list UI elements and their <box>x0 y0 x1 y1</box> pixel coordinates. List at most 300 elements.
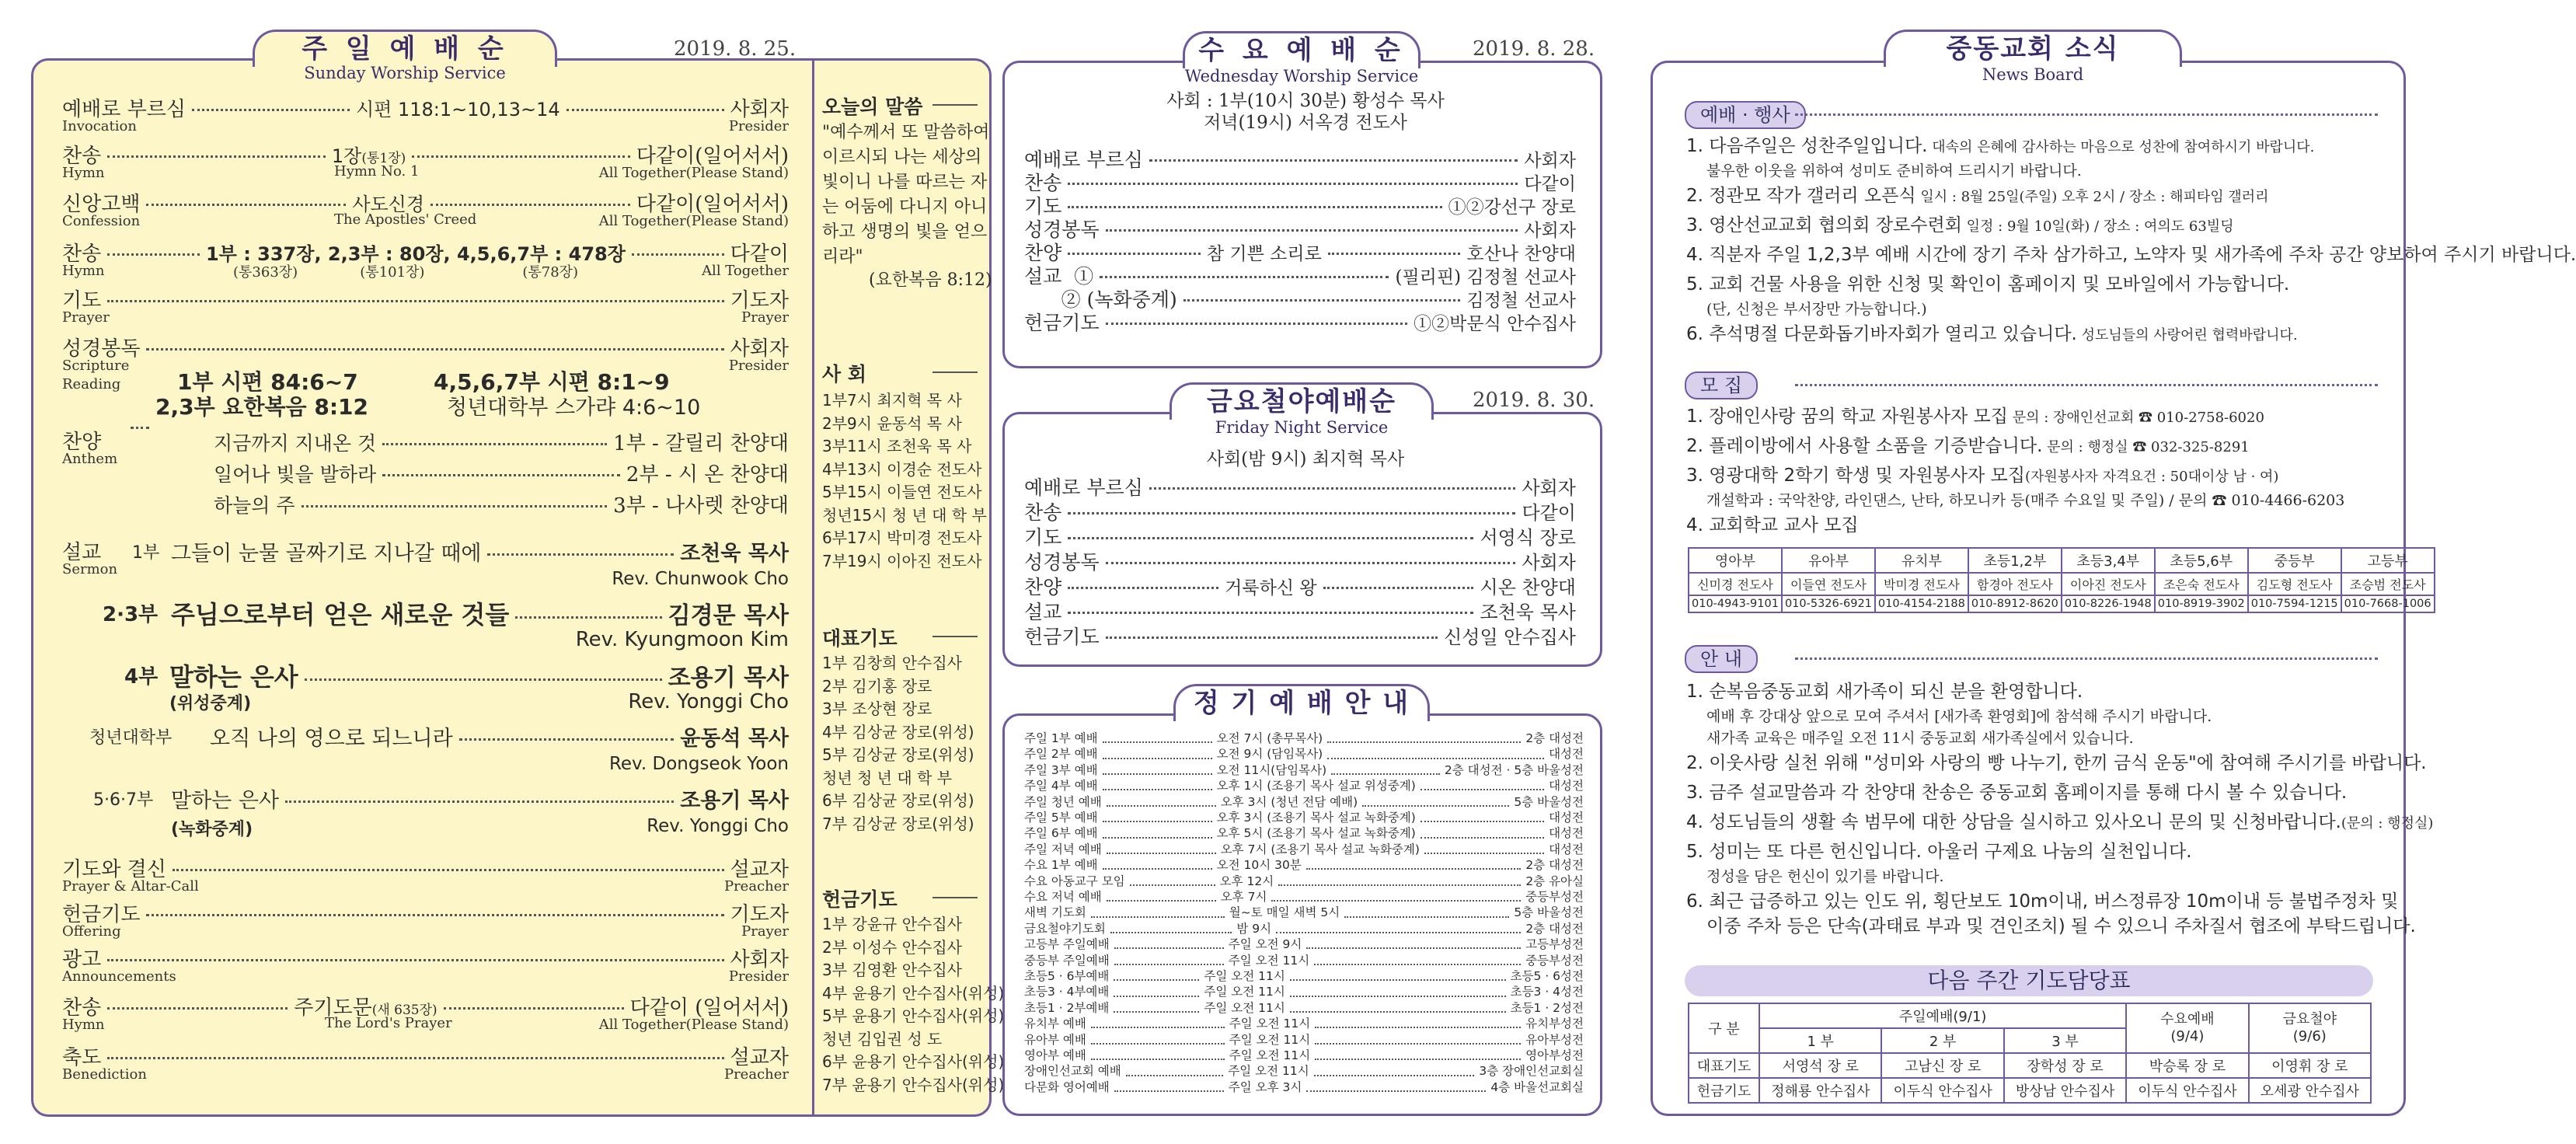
sermon-part: 4부 <box>124 665 159 689</box>
news-detail: 예배 후 강대상 앞으로 모여 주셔서 [새가족 환영회]에 참석해 주시기 바랍니다. <box>1706 708 2212 725</box>
dot-leader <box>1314 1060 1475 1076</box>
sermon-sub: (녹화중계) <box>171 820 253 839</box>
news-main: 1. 순복음중동교회 새가족이 되신 분을 환영합니다. <box>1686 682 2083 702</box>
dot-leader <box>1114 981 1199 996</box>
item-leader: 조천욱 목사 <box>1480 602 1576 623</box>
dot-leader <box>1107 791 1216 807</box>
dot-leader <box>1323 587 1474 589</box>
friday-title-tab <box>1169 382 1434 420</box>
dot-leader <box>146 204 346 206</box>
teacher-phone: 010-7594-1215 <box>2248 595 2341 612</box>
sermon-speaker: 조용기 목사 <box>680 789 789 813</box>
item-label: 찬양 <box>1024 242 1062 264</box>
prayer-line: 3부 조상현 장로 <box>822 699 932 718</box>
item-label: 찬양 <box>1024 576 1062 598</box>
dot-leader <box>107 959 723 961</box>
news-detail: 일시 : 8월 25일(주일) 오후 2시 / 장소 : 해피타임 갤러리 <box>1915 189 2269 205</box>
schedule-time: 오후 3시 (조용기 목사 설교 녹화중계) <box>1216 811 1416 825</box>
wednesday-title: 수 요 예 배 순 <box>1198 35 1405 66</box>
schedule-time: 주일 오전 11시 <box>1229 1048 1311 1062</box>
item-label-en: Announcements <box>62 968 176 985</box>
pray-head-line: (9/6) <box>2292 1028 2327 1045</box>
dot-leader <box>1149 487 1516 490</box>
dot-leader <box>412 155 630 158</box>
dot-leader <box>1106 562 1516 564</box>
item-label-en: Invocation <box>62 118 137 134</box>
dot-leader <box>1068 587 1218 589</box>
anthem-label: 찬양 <box>62 431 102 454</box>
schedule-place: 초등1 · 2성전 <box>1510 1000 1584 1015</box>
sermon-part: 1부 <box>132 543 160 563</box>
dot-leader <box>1091 1045 1225 1060</box>
item-leader: 사회자 <box>730 98 789 121</box>
dot-leader <box>1100 276 1389 278</box>
pray-table-title: 다음 주간 기도담당표 <box>1685 965 2373 996</box>
item-content: 참 기쁜 소리로 <box>1206 244 1322 264</box>
item-leader: 김정철 선교사 <box>1466 291 1576 311</box>
dot-leader <box>285 800 674 803</box>
schedule-title-tab <box>1173 684 1430 721</box>
item-leader: 다같이 <box>730 242 789 266</box>
offer-title: 헌금기도 <box>822 888 898 911</box>
item-label: 찬송 <box>1024 501 1062 524</box>
word-line: 리라" <box>822 247 863 267</box>
pray-head: 1 부 <box>1759 1028 1881 1053</box>
dot-leader <box>459 738 675 741</box>
schedule-time: 오후 1시 (조용기 목사 설교 위성중계) <box>1216 779 1416 793</box>
schedule-place: 2층 대성전 <box>1525 858 1584 873</box>
item-leader-en: Presider <box>728 358 789 374</box>
schedule-time: 주일 오전 11시 <box>1228 1064 1309 1079</box>
news-item <box>1686 839 2192 864</box>
schedule-place: 2층 유아실 <box>1525 874 1584 888</box>
schedule-name: 새벽 기도회 <box>1024 905 1086 920</box>
dot-leader <box>1315 1029 1521 1045</box>
dot-leader <box>1107 886 1216 902</box>
dot-leader <box>1110 918 1232 933</box>
sermon-row <box>169 657 789 693</box>
item-label-en: Confession <box>62 213 141 229</box>
schedule-place: 중등부성전 <box>1525 953 1584 968</box>
schedule-place: 초등5 · 6성전 <box>1510 969 1584 983</box>
anthem-lead <box>124 431 155 434</box>
item-leader: ①②박문식 안수집사 <box>1413 314 1576 334</box>
schedule-name: 초등5 · 6부예배 <box>1024 969 1110 983</box>
schedule-place: 3층 장애인선교회실 <box>1479 1064 1584 1079</box>
pray-head: 주일예배(9/1) <box>1759 1003 2126 1028</box>
dot-leader <box>1344 902 1509 917</box>
item-leader: 사회자 <box>730 337 789 361</box>
news-main: 4. 교회학교 교사 모집 <box>1686 515 1859 535</box>
anthem-label-en: Anthem <box>62 451 118 467</box>
word-line: 는 어둠에 다니지 아니 <box>822 197 988 217</box>
dot-leader <box>1271 886 1521 902</box>
item-content-en: The Apostles' Creed <box>334 211 477 228</box>
host-line: 4부13시 이경순 전도사 <box>822 459 982 479</box>
dot-leader <box>1114 933 1224 949</box>
schedule-name: 주일 2부 예배 <box>1024 747 1098 762</box>
section-rule <box>1795 384 2378 386</box>
pray-head: 구 분 <box>1689 1003 1759 1053</box>
news-item <box>1686 272 2289 297</box>
teacher-name: 이들연 전도사 <box>1782 573 1875 595</box>
item-content: 시편 118:1~10,13~14 <box>355 99 560 120</box>
schedule-time: 주일 오전 11시 <box>1204 969 1285 983</box>
dot-leader <box>107 1057 723 1059</box>
schedule-name: 수요 1부 예배 <box>1024 858 1098 873</box>
dot-leader <box>1091 1029 1225 1045</box>
sermon-part: 2·3부 <box>103 603 159 626</box>
news-main: 6. 최근 급증하고 있는 인도 위, 횡단보도 10m이내, 버스정류장 10m이내 등 불법주정차 및 <box>1686 891 2399 912</box>
title-rule <box>932 104 978 106</box>
friday-item <box>1024 473 1576 500</box>
pray-head: 2 부 <box>1881 1028 2003 1053</box>
news-item <box>1686 780 2347 805</box>
sermon-title: 주님으로부터 얻은 새로운 것들 <box>171 600 510 630</box>
dot-leader <box>1306 1076 1486 1092</box>
news-main: 1. 장애인사랑 꿈의 학교 자원봉사자 모집 <box>1686 406 2008 427</box>
schedule-place: 대성전 <box>1549 779 1584 793</box>
word-title: 오늘의 말씀 <box>822 96 923 118</box>
teacher-name: 박미경 전도사 <box>1875 573 1968 595</box>
schedule-time: 주일 오전 9시 <box>1228 937 1302 952</box>
anthem-choir: 1부 - 갈릴리 찬양대 <box>613 432 789 455</box>
schedule-time: 주일 오전 11시 <box>1204 985 1285 999</box>
schedule-place: 초등3 · 4성전 <box>1510 985 1584 999</box>
dot-leader <box>487 553 674 556</box>
item-leader: 다같이 (일어서서) <box>629 996 790 1020</box>
dot-leader <box>430 204 630 206</box>
dot-leader <box>107 300 723 302</box>
dot-leader <box>305 678 662 681</box>
dot-leader <box>1315 1045 1521 1060</box>
schedule-name: 주일 1부 예배 <box>1024 731 1098 745</box>
host-line: 청년15시 청 년 대 학 부 <box>822 505 987 525</box>
schedule-row <box>1024 1079 1584 1095</box>
news-item <box>1686 513 1859 538</box>
teacher-phone: 010-4943-9101 <box>1689 595 1782 612</box>
schedule-time: 오후 12시 <box>1219 874 1274 888</box>
dot-leader <box>1290 965 1506 981</box>
teacher-name: 이아진 전도사 <box>2062 573 2155 595</box>
table-row <box>1689 548 2435 573</box>
item-label: 신앙고백 <box>62 193 141 216</box>
title-rule <box>932 371 978 373</box>
teacher-dept: 초등5,6부 <box>2155 548 2248 573</box>
friday-item <box>1024 622 1576 650</box>
word-line: 이르시되 나는 세상의 <box>822 148 982 167</box>
word-line: 하고 생명의 빛을 얻으 <box>822 222 988 242</box>
anthem-row <box>214 459 789 487</box>
news-main: 3. 영산선교교회 협의회 장로수련회 <box>1686 215 1962 235</box>
teacher-phone: 010-7668-1006 <box>2341 595 2435 612</box>
schedule-name: 유아부 예배 <box>1024 1032 1086 1047</box>
item-leader: (필리핀) 김정철 선교사 <box>1395 267 1576 288</box>
sermon-title: 오직 나의 영으로 되느니라 <box>210 727 453 751</box>
wednesday-leader-2: 저녁(19시) 서옥경 전도사 <box>1204 113 1407 133</box>
item-label-en: Scripture <box>62 358 130 374</box>
schedule-time: 주일 오전 11시 <box>1228 953 1310 968</box>
schedule-time: 오전 10시 30분 <box>1216 858 1302 873</box>
pray-cell: 방상남 안수집사 <box>2004 1078 2126 1103</box>
dot-leader <box>1420 775 1544 790</box>
schedule-name: 중등부 주일예배 <box>1024 953 1110 968</box>
table-row <box>1689 1003 2371 1028</box>
item-label: 찬송 <box>62 996 102 1020</box>
dot-leader <box>1103 807 1212 822</box>
dot-leader <box>1424 839 1544 854</box>
friday-item <box>1024 497 1576 525</box>
teacher-dept: 초등3,4부 <box>2062 548 2155 573</box>
item-leader: 사회자 <box>1522 477 1576 499</box>
dot-leader <box>1314 950 1521 965</box>
pray-cell: 오세광 안수집사 <box>2249 1078 2371 1103</box>
wednesday-item <box>1024 308 1576 336</box>
reading: 1부 시편 84:6~7 <box>177 369 358 395</box>
sermon-part: 5·6·7부 <box>93 790 154 810</box>
news-main: 이중 주차 등은 단속(과태료 부과 및 견인조치) 될 수 있으니 주차질서 협조에 부탁드립니다. <box>1706 916 2416 936</box>
schedule-time: 주일 오전 11시 <box>1229 1032 1311 1047</box>
pray-head: 3 부 <box>2004 1028 2126 1053</box>
item-leader-en: All Together <box>702 263 789 279</box>
news-item <box>1686 404 2264 431</box>
dot-leader <box>1183 299 1461 302</box>
dot-leader <box>1306 854 1522 870</box>
item-leader: 다같이 <box>1522 502 1576 524</box>
dot-leader <box>1290 981 1506 996</box>
title-rule <box>932 636 978 637</box>
friday-title: 금요철야예배순 <box>1207 386 1396 417</box>
dot-leader <box>146 348 723 351</box>
pray-head-line: (9/4) <box>2170 1028 2205 1045</box>
item-label: 기도와 결신 <box>62 858 166 881</box>
schedule-place: 영아부성전 <box>1525 1048 1584 1062</box>
dot-leader <box>1290 997 1506 1013</box>
schedule-place: 4층 바울선교회실 <box>1490 1079 1584 1094</box>
dot-leader <box>1091 1013 1225 1028</box>
pray-cell: 이두식 안수집사 <box>2126 1078 2248 1103</box>
pray-cell: 정해룡 안수집사 <box>1759 1078 1881 1103</box>
pray-head-line: 수요예배 <box>2160 1011 2215 1027</box>
schedule-name: 다문화 영어예배 <box>1024 1079 1110 1094</box>
schedule-name: 초등1 · 2부예배 <box>1024 1000 1110 1015</box>
schedule-place: 유치부성전 <box>1525 1017 1584 1031</box>
schedule-name: 영아부 예배 <box>1024 1048 1086 1062</box>
dot-leader <box>107 155 326 158</box>
offer-line: 7부 윤용기 안수집사(위성) <box>822 1075 1005 1094</box>
reading: 4,5,6,7부 시편 8:1~9 <box>434 369 670 395</box>
schedule-time: 주일 오전 11시 <box>1229 1017 1311 1031</box>
schedule-name: 주일 4부 예배 <box>1024 779 1098 793</box>
schedule-place: 중등부성전 <box>1525 890 1584 904</box>
friday-leader: 사회(밤 9시) 최지혁 목사 <box>1206 449 1405 469</box>
dot-leader <box>107 253 200 256</box>
news-main: 5. 성미는 또 다른 헌신입니다. 아울러 구제요 나눔의 실천입니다. <box>1686 842 2192 862</box>
pray-cell: 서영석 장 로 <box>1759 1053 1881 1078</box>
dot-leader <box>1107 839 1216 854</box>
item-content-note: (새 635장) <box>371 1003 437 1018</box>
item-leader: 설교자 <box>730 1046 789 1069</box>
sermon-speaker-en: Rev. Yonggi Cho <box>647 816 789 836</box>
item-label: 예배로 부르심 <box>62 98 186 121</box>
schedule-name: 금요철야기도회 <box>1024 921 1106 936</box>
schedule-row <box>1024 1048 1584 1063</box>
offer-line: 청년 김입권 성 도 <box>822 1029 943 1048</box>
item-content-en: (통363장) (통101장) (통78장) <box>233 264 579 281</box>
schedule-name: 장애인선교회 예배 <box>1024 1064 1121 1079</box>
dot-leader <box>1106 637 1438 639</box>
item-label: 성경봉독 <box>1024 218 1100 241</box>
schedule-place: 5층 바울성전 <box>1514 905 1584 920</box>
dot-leader <box>1114 950 1224 965</box>
news-detail: (자원봉사자 자격요건 : 50대이상 남 · 여) <box>2024 469 2279 485</box>
dot-leader <box>382 474 620 476</box>
dot-leader <box>1068 612 1473 614</box>
sermon-speaker-en: Rev. Dongseok Yoon <box>608 754 789 774</box>
sermon-title: 말하는 은사 <box>169 662 298 692</box>
friday-subtitle: Friday Night Service <box>1215 418 1389 437</box>
item-label-en: Reading <box>62 376 121 392</box>
item-leader-en: Prayer <box>741 309 789 326</box>
item-label-en: Hymn <box>62 1017 105 1033</box>
dot-leader <box>1149 159 1518 162</box>
news-main: 1. 다음주일은 성찬주일입니다. <box>1686 136 1928 156</box>
section-events: 예배 · 행사 <box>1685 101 1806 129</box>
sunday-subtitle: Sunday Worship Service <box>304 64 506 82</box>
news-item <box>1686 183 2269 210</box>
dot-leader <box>1091 902 1225 917</box>
offer-line: 4부 윤용기 안수집사(위성) <box>822 983 1005 1003</box>
sunday-title: 주 일 예 배 순 <box>302 33 508 65</box>
friday-date: 2019. 8. 30. <box>1473 389 1595 412</box>
news-main: 3. 영광대학 2학기 학생 및 자원봉사자 모집 <box>1686 466 2025 486</box>
schedule-place: 대성전 <box>1549 826 1584 841</box>
news-main: 5. 교회 건물 사용을 위한 신청 및 확인이 홈페이지 및 모바일에서 가능합니다. <box>1686 274 2290 295</box>
item-label-en: Prayer & Altar-Call <box>62 878 199 895</box>
item-label: 찬송 <box>1024 172 1062 194</box>
news-item <box>1686 242 2576 267</box>
item-label-en: Benediction <box>62 1066 147 1083</box>
prayer-line: 7부 김상균 장로(위성) <box>822 814 974 833</box>
dot-leader <box>1068 537 1473 539</box>
news-item <box>1686 889 2398 914</box>
dot-leader <box>1327 727 1521 743</box>
pray-cell: 박승록 장 로 <box>2126 1053 2248 1078</box>
teacher-phone: 010-8226-1948 <box>2062 595 2155 612</box>
item-content-en: The Lord's Prayer <box>325 1015 452 1031</box>
teacher-phone: 010-4154-2188 <box>1875 595 1968 612</box>
sermon-title: 그들이 눈물 골짜기로 지나갈 때에 <box>171 542 482 566</box>
dot-leader <box>1103 822 1212 838</box>
teacher-dept: 유치부 <box>1875 548 1968 573</box>
friday-item <box>1024 572 1576 600</box>
schedule-place: 2층 대성전 · 5층 바울성전 <box>1444 762 1584 777</box>
dot-leader <box>173 869 724 871</box>
news-main: 2. 이웃사랑 실천 위해 "성미와 사랑의 빵 나누기, 한끼 금식 운동"에 참여해 주시기를 바랍니다. <box>1686 753 2427 773</box>
item-label-en: Hymn <box>62 263 105 279</box>
item-leader: 기도자 <box>730 289 789 312</box>
offer-line: 6부 윤용기 안수집사(위성) <box>822 1052 1005 1071</box>
item-label: 예배로 부르심 <box>1024 476 1143 499</box>
offer-line: 5부 윤용기 안수집사(위성) <box>822 1006 1005 1025</box>
schedule-name: 주일 3부 예배 <box>1024 762 1098 777</box>
teacher-phone: 010-8912-8620 <box>1968 595 2062 612</box>
dot-leader <box>1106 229 1518 232</box>
prayer-line: 5부 김상균 장로(위성) <box>822 745 974 764</box>
schedule-time: 오전 7시 (총무목사) <box>1216 731 1323 745</box>
item-label: 설교 <box>1024 601 1062 623</box>
reading: 2,3부 요한복음 8:12 <box>155 394 368 420</box>
schedule-place: 5층 바울성전 <box>1514 794 1584 809</box>
item-leader-en: Preacher <box>723 1066 789 1083</box>
schedule-place: 2층 대성전 <box>1525 921 1584 936</box>
news-detail: 문의 : 행정실 ☎ 032-325-8291 <box>2042 439 2250 455</box>
news-item <box>1686 213 2234 239</box>
schedule-time: 오후 5시 (조용기 목사 설교 녹화중계) <box>1216 826 1416 841</box>
pray-table <box>1688 1003 2372 1104</box>
news-item <box>1686 322 2298 348</box>
dot-leader <box>1114 965 1199 981</box>
sermon-speaker: 조천욱 목사 <box>680 542 789 566</box>
item-leader-en: All Together(Please Stand) <box>598 213 789 229</box>
sermon-speaker: 조용기 목사 <box>668 664 789 692</box>
news-item <box>1686 679 2083 704</box>
offer-line: 3부 김영환 안수집사 <box>822 961 962 979</box>
schedule-time: 주일 오후 3시 <box>1228 1079 1302 1094</box>
wednesday-leader <box>1088 90 1523 134</box>
pray-cell: 장학성 장 로 <box>2004 1053 2126 1078</box>
dot-leader <box>131 427 149 429</box>
pray-cell: 이두식 안수집사 <box>1881 1078 2003 1103</box>
schedule-name: 유치부 예배 <box>1024 1017 1086 1031</box>
sermon-row <box>171 783 789 814</box>
dot-leader <box>1362 791 1509 807</box>
teacher-dept: 유아부 <box>1782 548 1875 573</box>
item-label: 성경봉독 <box>1024 551 1100 574</box>
item-label: 축도 <box>62 1046 102 1069</box>
item-leader: ①②강선구 장로 <box>1448 197 1576 218</box>
item-label: 성경봉독 <box>62 337 141 361</box>
schedule-name: 주일 저녁 예배 <box>1024 842 1102 856</box>
prayer-line: 4부 김상균 장로(위성) <box>822 722 974 741</box>
item-leader: 다같이 <box>1524 174 1576 194</box>
dot-leader <box>1103 743 1212 759</box>
item-content: 1부 : 337장, 2,3부 : 80장, 4,5,6,7부 : 478장 <box>205 243 626 265</box>
item-label: 기도 <box>1024 195 1062 218</box>
item-label: 기도 <box>62 289 102 312</box>
news-main: 4. 성도님들의 생활 속 범무에 대한 상담을 실시하고 있사오니 문의 및 신청바랍니다. <box>1686 812 2341 832</box>
pray-head-line: 금요철야 <box>2282 1011 2337 1027</box>
item-label: 광고 <box>62 948 102 971</box>
dot-leader <box>1106 323 1408 325</box>
item-leader-en: Presider <box>728 118 789 134</box>
closing-item <box>62 1041 789 1070</box>
dot-leader <box>1103 775 1212 790</box>
dot-leader <box>1306 933 1521 949</box>
dot-leader <box>1114 1076 1224 1092</box>
friday-item <box>1024 522 1576 550</box>
news-detail: 새가족 교육은 매주일 오전 11시 중동교회 새가족실에서 있습니다. <box>1706 730 2134 747</box>
dot-leader <box>444 1007 624 1010</box>
table-row <box>1689 595 2435 612</box>
news-main: 6. 추석명절 다문화돕기바자회가 열리고 있습니다. <box>1686 324 2077 344</box>
sermon-title: 말하는 은사 <box>171 789 279 813</box>
item-label-en: Prayer <box>62 309 110 326</box>
news-detail: 대속의 은혜에 감사하는 마음으로 성찬에 참여하시기 바랍니다. <box>1927 139 2315 155</box>
anthem-song: 하늘의 주 <box>214 494 295 517</box>
item-content-en: Hymn No. 1 <box>334 163 420 180</box>
news-detail: 일정 : 9월 10일(화) / 장소 : 여의도 63빌딩 <box>1961 218 2234 235</box>
